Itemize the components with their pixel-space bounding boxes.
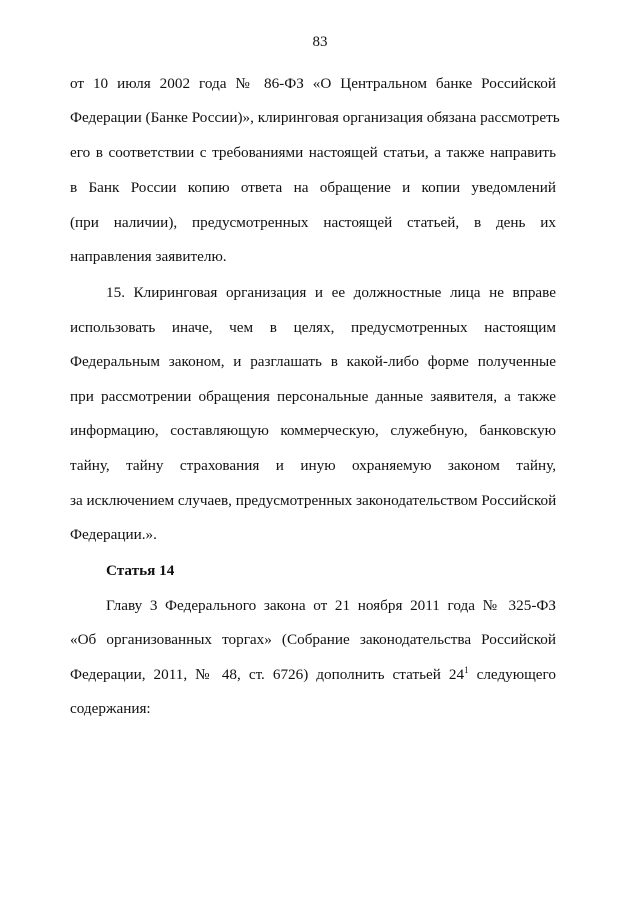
text-line-with-superscript bbox=[70, 665, 556, 685]
text-line: Федерации.». bbox=[70, 526, 157, 543]
text-line: от 10 июля 2002 года № 86-ФЗ «О Центральном банке Российской bbox=[70, 75, 556, 92]
text-fragment: следующего bbox=[468, 666, 556, 683]
text-fragment: Федерации, 2011, № 48, ст. 6726) дополнить статьей 24 bbox=[70, 666, 465, 683]
text-line: при рассмотрении обращения персональные данные заявителя, а также bbox=[70, 388, 556, 405]
text-line: его в соответствии с требованиями настоящей статьи, а также направить bbox=[70, 144, 556, 161]
text-line: в Банк России копию ответа на обращение и копии уведомлений bbox=[70, 179, 556, 196]
text-line: Федеральным законом, и разглашать в какой-либо форме полученные bbox=[70, 353, 556, 370]
text-line: Федерации (Банке России)», клиринговая организация обязана рассмотреть bbox=[70, 109, 560, 126]
page-number: 83 bbox=[312, 34, 328, 50]
text-line: тайну, тайну страхования и иную охраняемую законом тайну, bbox=[70, 457, 556, 474]
paragraph-15-first-line: 15. Клиринговая организация и ее должностные лица не вправе bbox=[106, 284, 556, 301]
text-line: содержания: bbox=[70, 700, 151, 717]
text-line: за исключением случаев, предусмотренных законодательством Российской bbox=[70, 492, 557, 509]
article-heading: Статья 14 bbox=[106, 562, 175, 579]
text-line: «Об организованных торгах» (Собрание законодательства Российской bbox=[70, 631, 556, 648]
article-14-first-line: Главу 3 Федерального закона от 21 ноября 2011 года № 325-ФЗ bbox=[106, 597, 556, 614]
text-line: информацию, составляющую коммерческую, служебную, банковскую bbox=[70, 422, 556, 439]
text-line: направления заявителю. bbox=[70, 248, 227, 265]
text-line: (при наличии), предусмотренных настоящей статьей, в день их bbox=[70, 214, 556, 231]
text-line: использовать иначе, чем в целях, предусмотренных настоящим bbox=[70, 319, 556, 336]
article-number-superscript: 1 bbox=[464, 665, 469, 675]
